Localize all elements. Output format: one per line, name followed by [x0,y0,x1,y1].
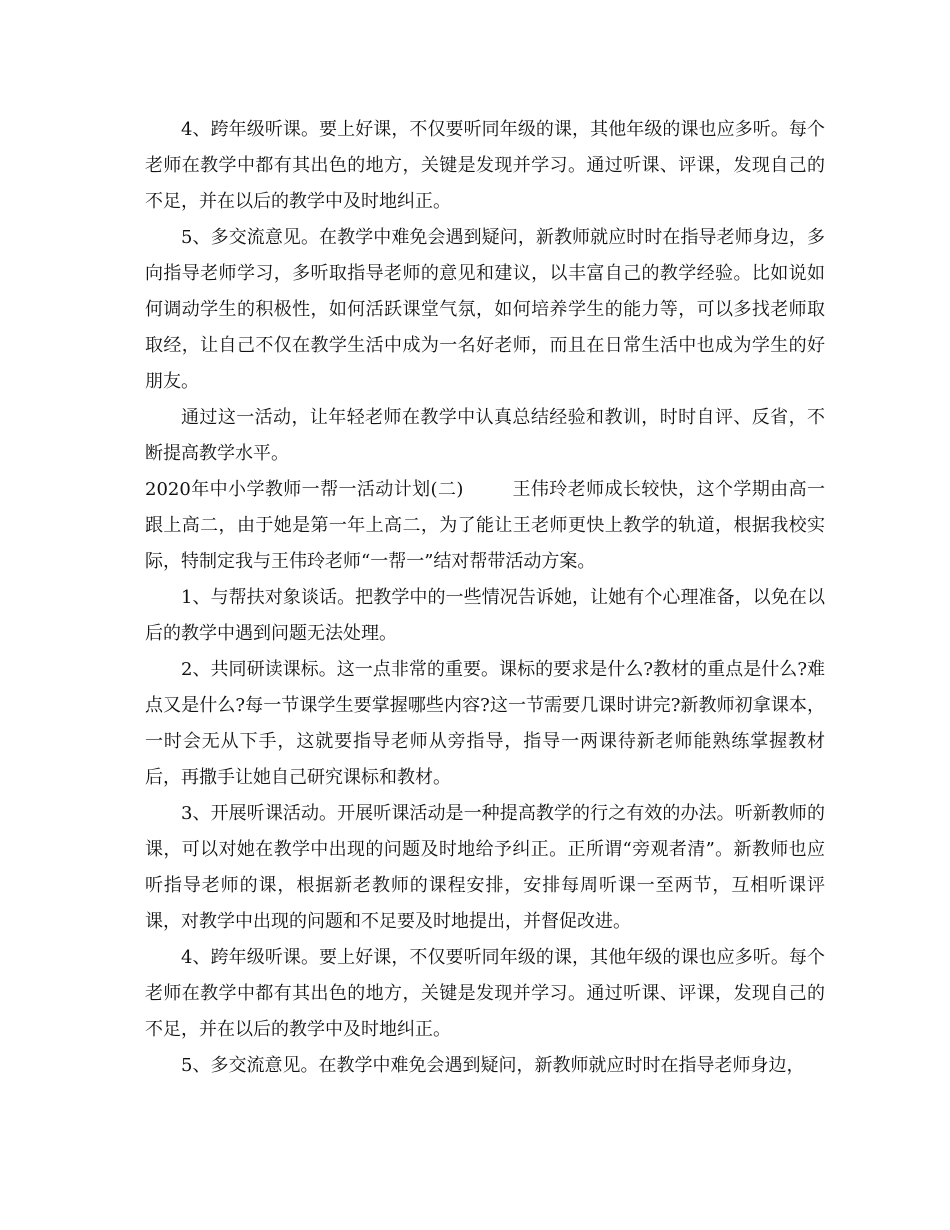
paragraph-cross-grade-observation: 4、跨年级听课。要上好课，不仅要听同年级的课，其他年级的课也应多听。每个老师在教学中都有其出色的地方，关键是发现并学习。通过听课、评课，发现自己的不足，并在以后的教学中及时地纠正。 [145,119,825,212]
paragraph-lesson-observation: 3、开展听课活动。开展听课活动是一种提高教学的行之有效的办法。听新教师的课，可以对她在教学中出现的问题及时地给予纠正。正所谓“旁观者清”。新教师也应听指导老师的课，根据新老教师的课程安排，安排每周听课一至两节，互相听课评课，对教学中出现的问题和不足要及时地提出，并督促改进。 [145,803,825,932]
paragraph-cross-grade-observation-repeat: 4、跨年级听课。要上好课，不仅要听同年级的课，其他年级的课也应多听。每个老师在教学中都有其出色的地方，关键是发现并学习。通过听课、评课，发现自己的不足，并在以后的教学中及时地纠正。 [145,947,825,1040]
paragraph-study-curriculum: 2、共同研读课标。这一点非常的重要。课标的要求是什么?教材的重点是什么?难点又是什么?每一节课学生要掌握哪些内容?这一节需要几课时讲完?新教师初拿课本，一时会无从下手，这就要指导老师从旁指导，指导一两课待新老师能熟练掌握教材后，再撒手让她自己研究课标和教材。 [145,659,825,788]
paragraph-plan-two-intro: 2020年中小学教师一帮一活动计划(二) 王伟玲老师成长较快，这个学期由高一跟上高二，由于她是第一年上高二，为了能让王老师更快上教学的轨道，根据我校实际，特制定我与王伟玲老师“一帮一”结对帮带活动方案。 [145,479,825,572]
document-body [145,112,825,1084]
paragraph-exchange-opinions-repeat: 5、多交流意见。在教学中难免会遇到疑问，新教师就应时时在指导老师身边， [181,1055,805,1076]
paragraph-exchange-opinions: 5、多交流意见。在教学中难免会遇到疑问，新教师就应时时在指导老师身边，多向指导老师学习，多听取指导老师的意见和建议，以丰富自己的教学经验。比如说如何调动学生的积极性，如何活跃课堂气氛，如何培养学生的能力等，可以多找老师取取经，让自己不仅在教学生活中成为一名好老师，而且在日常生活中也成为学生的好朋友。 [145,227,825,392]
paragraph-talk-with-mentee: 1、与帮扶对象谈话。把教学中的一些情况告诉她，让她有个心理准备，以免在以后的教学中遇到问题无法处理。 [145,587,825,644]
paragraph-activity-summary: 通过这一活动，让年轻老师在教学中认真总结经验和教训，时时自评、反省，不断提高教学水平。 [145,407,825,464]
